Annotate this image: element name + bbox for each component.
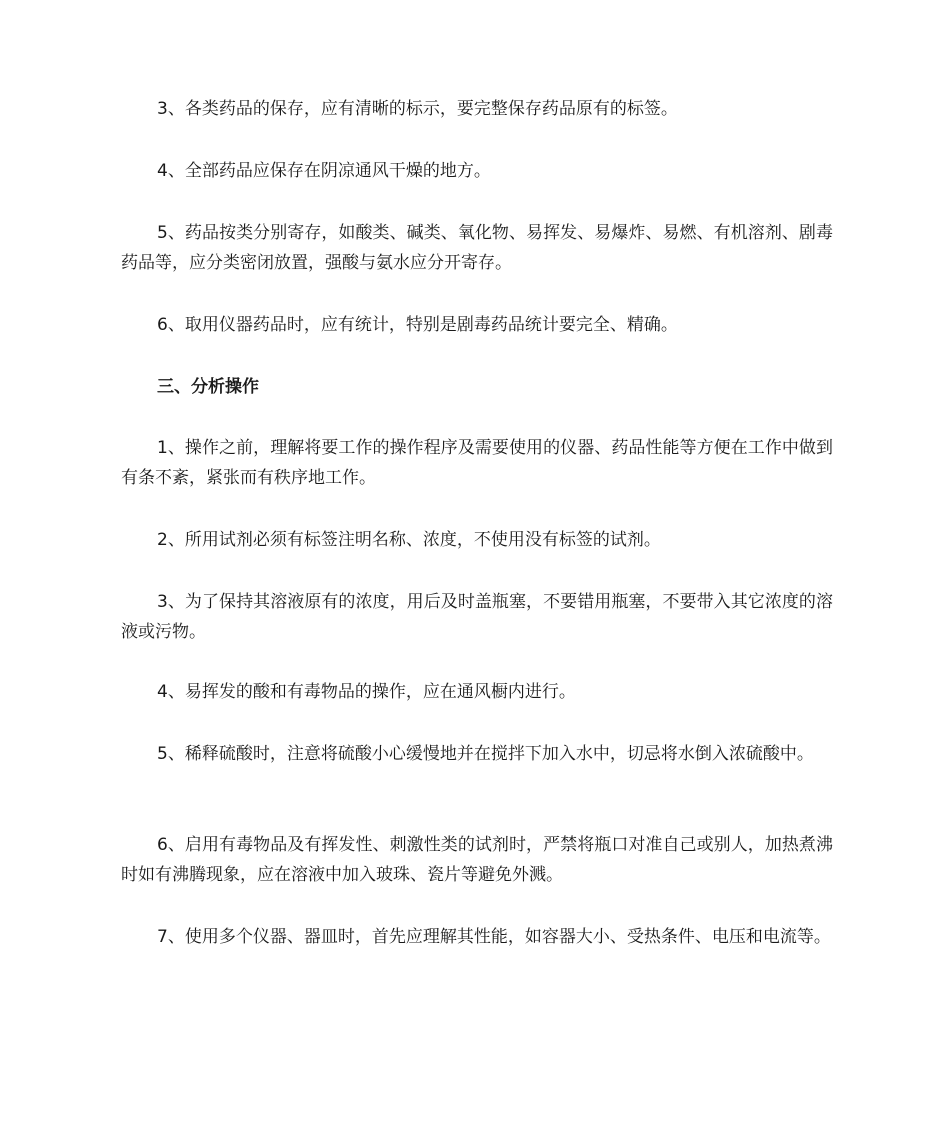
section-heading-analysis-operation: 三、分析操作 (157, 377, 259, 397)
paragraph-diluting-sulfuric-acid: 5、稀释硫酸时，注意将硫酸小心缓慢地并在搅拌下加入水中，切忌将水倒入浓硫酸中。 (157, 744, 814, 764)
paragraph-solution-concentration: 3、为了保持其溶液原有的浓度，用后及时盖瓶塞，不要错用瓶塞，不要带入其它浓度的溶液或污物。 (121, 592, 833, 642)
paragraph-fume-hood: 4、易挥发的酸和有毒物品的操作，应在通风橱内进行。 (157, 682, 576, 702)
paragraph-storage-categories: 5、药品按类分别寄存，如酸类、碱类、氧化物、易挥发、易爆炸、易燃、有机溶剂、剧毒药品等，应分类密闭放置，强酸与氨水应分开寄存。 (121, 223, 833, 273)
paragraph-storage-labels: 3、各类药品的保存，应有清晰的标示，要完整保存药品原有的标签。 (157, 99, 678, 119)
paragraph-toxic-volatile-reagents: 6、启用有毒物品及有挥发性、刺激性类的试剂时，严禁将瓶口对准自己或别人，加热煮沸时如有沸腾现象，应在溶液中加入玻珠、瓷片等避免外溅。 (121, 835, 833, 885)
paragraph-multiple-instruments: 7、使用多个仪器、器皿时，首先应理解其性能，如容器大小、受热条件、电压和电流等。 (157, 927, 831, 947)
paragraph-storage-location: 4、全部药品应保存在阴凉通风干燥的地方。 (157, 161, 491, 181)
paragraph-reagent-labels: 2、所用试剂必须有标签注明名称、浓度，不使用没有标签的试剂。 (157, 530, 661, 550)
paragraph-before-operation: 1、操作之前，理解将要工作的操作程序及需要使用的仪器、药品性能等方便在工作中做到有条不紊，紧张而有秩序地工作。 (121, 438, 833, 488)
paragraph-usage-records: 6、取用仪器药品时，应有统计，特别是剧毒药品统计要完全、精确。 (157, 315, 678, 335)
